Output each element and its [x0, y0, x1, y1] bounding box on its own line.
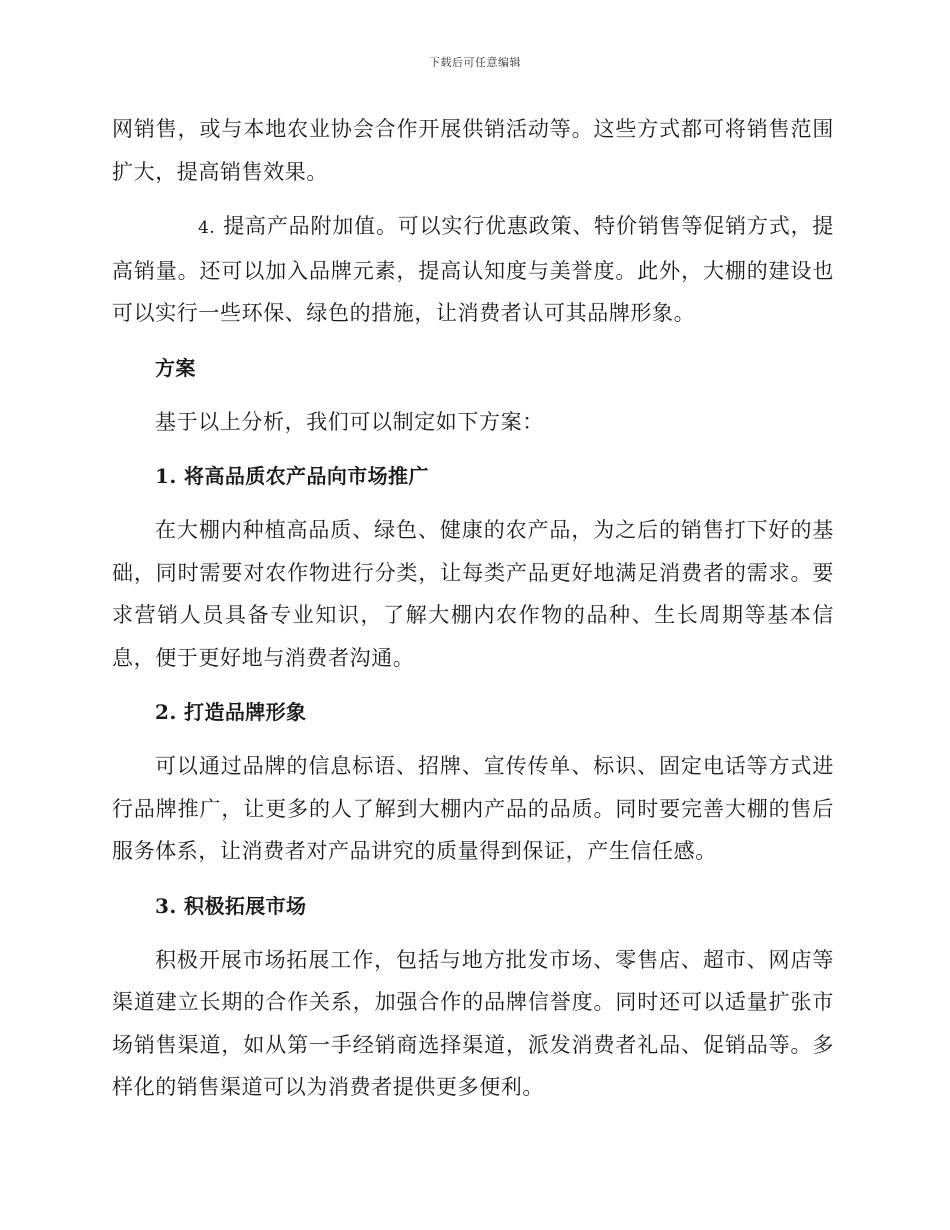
subheading-1: 1. 将高品质农产品向市场推广	[155, 464, 429, 488]
list-number: 4.	[198, 218, 216, 238]
paragraph-2: 可以通过品牌的信息标语、招牌、宣传传单、标识、固定电话等方式进行品牌推广，让更多的人了解到大棚内产品的品质。同时要完善大棚的售后服务体系，让消费者对产品讲究的质量得到保证，产生信任感。	[112, 754, 834, 863]
paragraph-continuation: 网销售，或与本地农业协会合作开展供销活动等。这些方式都可将销售范围扩大，提高销售效果。	[112, 117, 834, 184]
page-header: 下载后可任意编辑	[429, 56, 521, 69]
document-body	[112, 108, 834, 1121]
paragraph-text: 提高产品附加值。可以实行优惠政策、特价销售等促销方式，提高销量。还可以加入品牌元素，提高认知度与美誉度。此外，大棚的建设也可以实行一些环保、绿色的措施，让消费者认可其品牌形象。	[112, 214, 834, 325]
paragraph-intro: 基于以上分析，我们可以制定如下方案：	[155, 409, 544, 434]
numbered-paragraph-4	[112, 205, 834, 335]
paragraph-3: 积极开展市场拓展工作，包括与地方批发市场、零售店、超市、网店等渠道建立长期的合作关系，加强合作的品牌信誉度。同时还可以适量扩张市场销售渠道，如从第一手经销商选择渠道，派发消费者礼品、促销品等。多样化的销售渠道可以为消费者提供更多便利。	[112, 947, 834, 1099]
subheading-3: 3. 积极拓展市场	[155, 893, 307, 918]
paragraph-1: 在大棚内种植高品质、绿色、健康的农产品，为之后的销售打下好的基础，同时需要对农作物进行分类，让每类产品更好地满足消费者的需求。要求营销人员具备专业知识，了解大棚内农作物的品种、生长周期等基本信息，便于更好地与消费者沟通。	[112, 518, 834, 670]
subheading-2: 2. 打造品牌形象	[155, 700, 307, 724]
section-heading-plan: 方案	[155, 355, 196, 380]
